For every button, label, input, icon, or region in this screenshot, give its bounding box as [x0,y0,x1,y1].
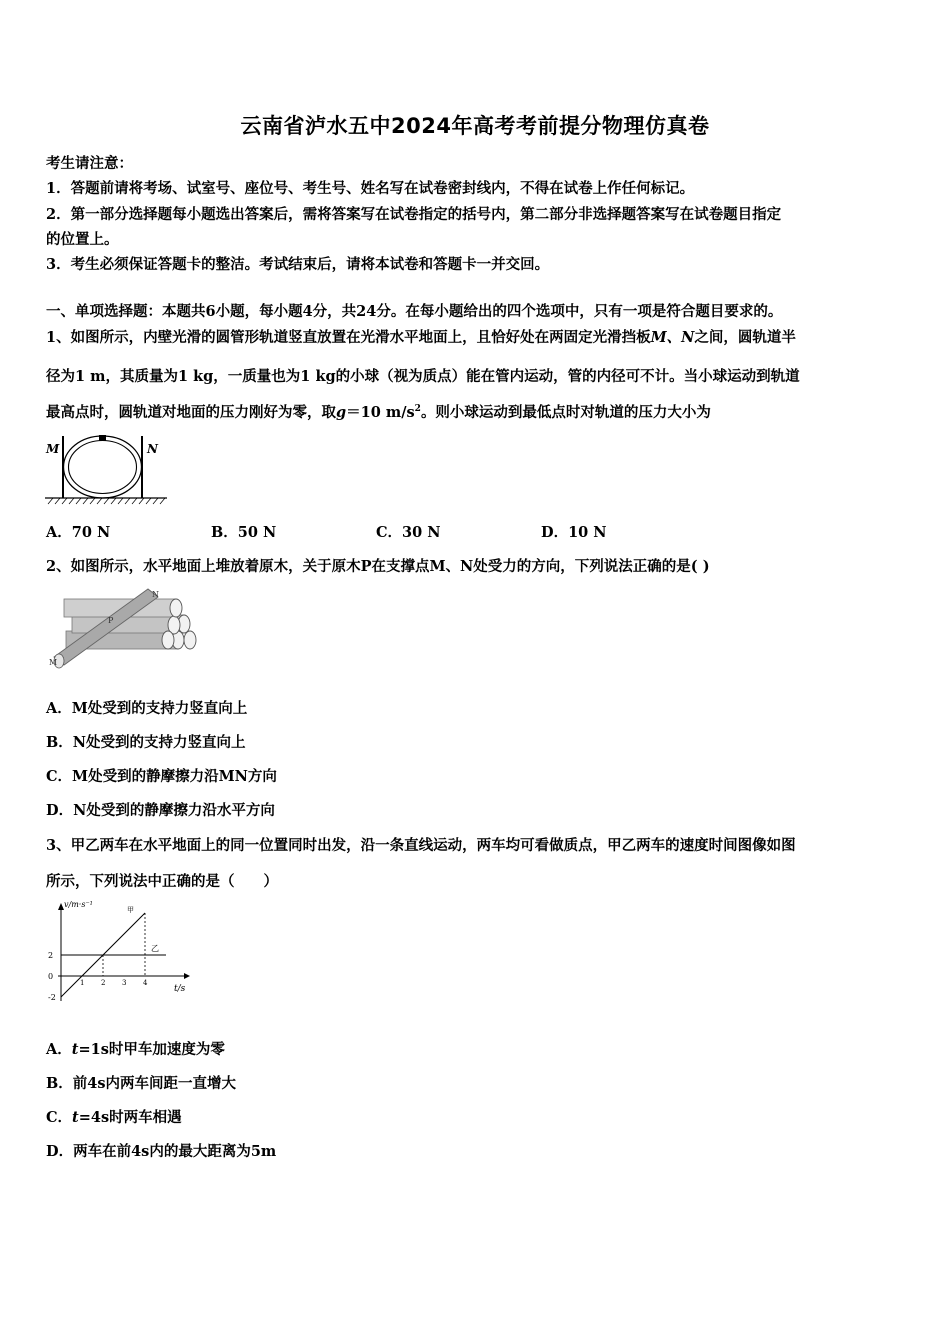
y-tick-label: 2 [48,951,54,960]
q3-option-a [46,1038,225,1059]
section-heading: 一、单项选择题：本题共6小题，每小题4分，共24分。在每小题给出的四个选项中，只有一项是符合题目要求的。 [46,303,783,320]
q3-option-d [46,1140,276,1161]
label-n: N [147,442,158,456]
q1-stem-line3 [46,401,711,422]
page-title: 云南省泸水五中2024年高考考前提分物理仿真卷 [240,114,710,138]
q3-option-var: t [71,1041,79,1058]
q3-stem-line1: 3、甲乙两车在水平地面上的同一位置同时出发，沿一条直线运动，两车均可看做质点，甲乙两车的速度时间图像如图 [46,837,796,854]
notice-item: 的位置上。 [46,231,119,248]
q1-stem-line1 [46,326,796,347]
q1-text: ＝10 m/s [346,404,415,421]
x-axis-arrow [184,973,190,979]
q3-vt-chart [44,895,204,1010]
q2-option-b: B．N处受到的支持力竖直向上 [46,734,246,751]
q3-option-var: t [72,1109,79,1126]
q1-sup: 2 [414,404,421,415]
y-axis-label: v/m·s⁻¹ [64,900,93,909]
q1-option-b: B．50 N [211,524,277,541]
y-tick-label: -2 [48,993,56,1002]
notice-item: 2．第一部分选择题每小题选出答案后，需将答案写在试卷指定的括号内，第二部分非选择题答案写在试卷题目指定 [46,206,782,223]
notice-heading: 考生请注意： [46,155,133,172]
q2-option-d: D．N处受到的静摩擦力沿水平方向 [46,802,275,819]
series-label: 乙 [151,944,159,953]
q3-option-prefix: A． [46,1041,72,1058]
q1-option-d: D．10 N [541,524,607,541]
notice-item: 1．答题前请将考场、试室号、座位号、考生号、姓名写在试卷密封线内，不得在试卷上作任何标记。 [46,180,695,197]
x-tick-label: 4 [143,979,148,987]
q1-text: 1、如图所示，内壁光滑的圆管形轨道竖直放置在光滑水平地面上，且恰好处在两固定光滑挡板 [46,329,651,346]
q3-option-text: =1s时甲车加速度为零 [78,1041,225,1058]
q3-option-prefix: D． [46,1143,74,1160]
series-label: 甲 [127,906,134,914]
x-tick-label: 2 [101,979,106,987]
label-m: M [49,658,58,667]
q1-var-mn: M、N [650,329,695,346]
q1-var-g: g [336,404,347,421]
x-axis-label: t/s [174,984,186,994]
ground-hatch [48,498,165,504]
q1-text: 最高点时，圆轨道对地面的压力刚好为零，取 [46,404,336,421]
label-m: M [46,442,60,456]
q2-option-a: A．M处受到的支持力竖直向上 [46,700,248,717]
q1-text: 。则小球运动到最低点时对轨道的压力大小为 [420,404,711,421]
notice-item: 3．考生必须保证答题卡的整洁。考试结束后，请将本试卷和答题卡一并交回。 [46,256,550,273]
q3-option-text: 两车在前4s内的最大距离为5m [73,1143,277,1160]
ball [99,435,106,441]
q1-option-c: C．30 N [376,524,441,541]
tube-outer [64,436,142,498]
q2-figure [46,585,198,669]
y-tick-label: 0 [48,972,54,981]
q1-option-a: A．70 N [46,524,111,541]
q3-stem-line2: 所示，下列说法中正确的是（ ） [46,873,278,890]
q2-stem: 2、如图所示，水平地面上堆放着原木，关于原木P在支撑点M、N处受力的方向，下列说法正确的是( ) [46,558,710,575]
q3-option-c [46,1106,182,1127]
label-n: N [152,590,159,599]
q3-option-prefix: C． [46,1109,73,1126]
label-p: P [108,616,114,625]
q1-stem-line2: 径为1 m，其质量为1 kg，一质量也为1 kg的小球（视为质点）能在管内运动，管的内径可不计。当小球运动到轨道 [46,368,800,385]
q1-text: 之间，圆轨道半 [694,329,796,346]
x-tick-label: 3 [122,979,127,987]
tube-inner [69,441,137,494]
q1-figure [42,430,170,508]
q3-option-b [46,1072,236,1093]
q3-option-text: 前4s内两车间距一直增大 [72,1075,237,1092]
x-tick-label: 1 [80,979,85,987]
q3-option-prefix: B． [46,1075,73,1092]
q2-option-c: C．M处受到的静摩擦力沿MN方向 [46,768,277,785]
q3-option-text: =4s时两车相遇 [78,1109,182,1126]
